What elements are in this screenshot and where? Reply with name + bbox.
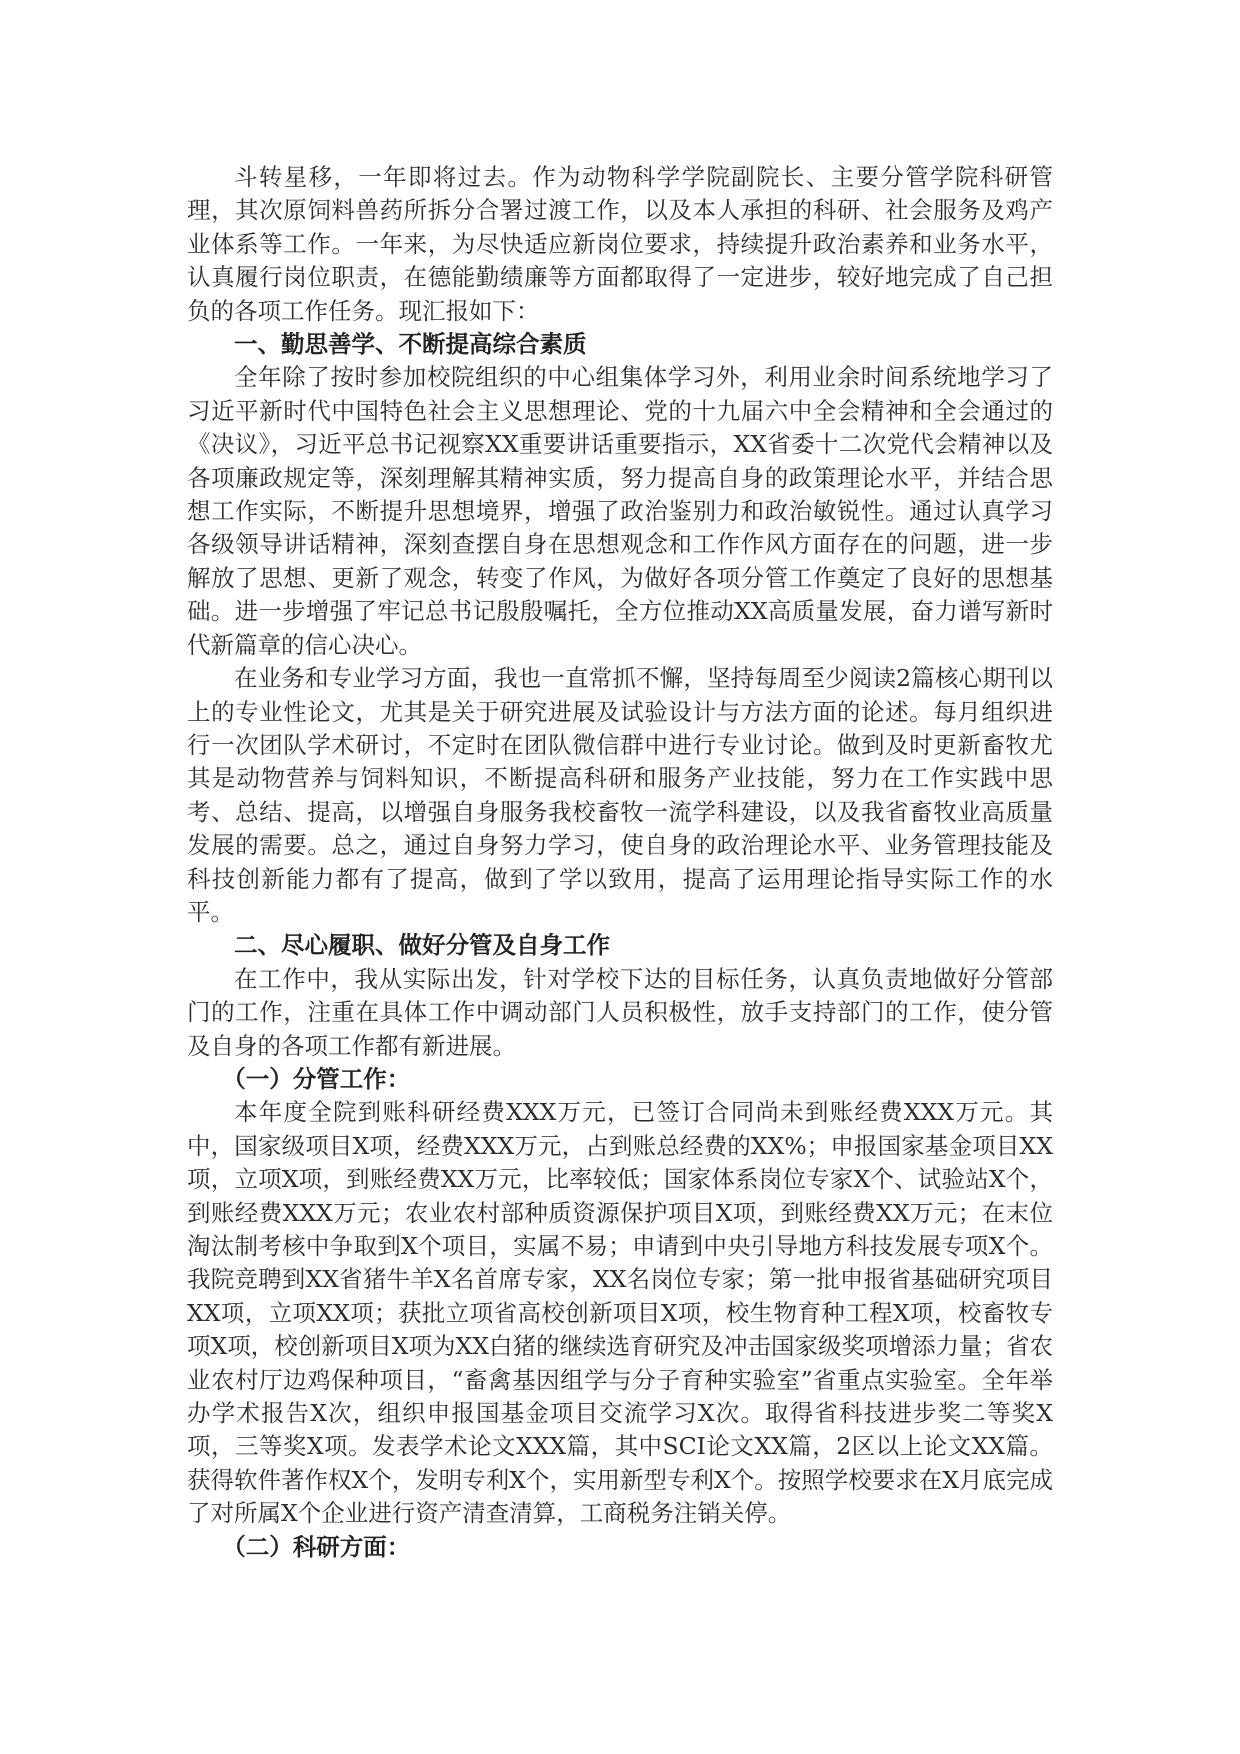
subsection-2-heading: （二）科研方面：	[222, 1532, 411, 1561]
section-1-heading: 一、勤思善学、不断提高综合素质	[234, 330, 587, 359]
section-1-paragraph-2: 在业务和专业学习方面，我也一直常抓不懈，坚持每周至少阅读2篇核心期刊以上的专业性论文，尤其是关于研究进展及试验设计与方法方面的论述。每月组织进行一次团队学术研讨，不定时在团队微信群中进行专业讨论。做到及时更新畜牧尤其是动物营养与饲料知识，不断提高科研和服务产业技能，努力在工作实践中思考、总结、提高，以增强自身服务我校畜牧一流学科建设，以及我省畜牧业高质量发展的需要。总之，通过自身努力学习，使自身的政治理论水平、业务管理技能及科技创新能力都有了提高，做到了学以致用，提高了运用理论指导实际工作的水平。	[187, 664, 1053, 926]
section-1-paragraph-1: 全年除了按时参加校院组织的中心组集体学习外，利用业余时间系统地学习了习近平新时代中国特色社会主义思想理论、党的十九届六中全会精神和全会通过的《决议》，习近平总书记视察XX重要讲话重要指示，XX省委十二次党代会精神以及各项廉政规定等，深刻理解其精神实质，努力提高自身的政策理论水平，并结合思想工作实际，不断提升思想境界，增强了政治鉴别力和政治敏锐性。通过认真学习各级领导讲话精神，深刻查摆自身在思想观念和工作作风方面存在的问题，进一步解放了思想、更新了观念，转变了作风，为做好各项分管工作奠定了良好的思想基础。进一步增强了牢记总书记殷殷嘱托，全方位推动XX高质量发展，奋力谱写新时代新篇章的信心决心。	[187, 363, 1053, 659]
document-page	[187, 161, 1053, 1564]
subsection-1-paragraph: 本年度全院到账科研经费XXX万元，已签订合同尚未到账经费XXX万元。其中，国家级项目X项，经费XXX万元，占到账总经费的XX%；申报国家基金项目XX项，立项X项，到账经费XX万元，比率较低；国家体系岗位专家X个、试验站X个，到账经费XXX万元；农业农村部种质资源保护项目X项，到账经费XX万元；在末位淘汰制考核中争取到X个项目，实属不易；申请到中央引导地方科技发展专项X个。我院竞聘到XX省猪牛羊X名首席专家，XX名岗位专家；第一批申报省基础研究项目XX项，立项XX项；获批立项省高校创新项目X项，校生物育种工程X项，校畜牧专项X项，校创新项目X项为XX白猪的继续选育研究及冲击国家级奖项增添力量；省农业农村厅边鸡保种项目，“畜禽基因组学与分子育种实验室”省重点实验室。全年举办学术报告X次，组织申报国基金项目交流学习X次。取得省科技进步奖二等奖X项，三等奖X项。发表学术论文XXX篇，其中SCI论文XX篇，2区以上论文XX篇。获得软件著作权X个，发明专利X个，实用新型专利X个。按照学校要求在X月底完成了对所属X个企业进行资产清查清算，工商税务注销关停。	[187, 1098, 1053, 1528]
intro-paragraph: 斗转星移，一年即将过去。作为动物科学学院副院长、主要分管学院科研管理，其次原饲料兽药所拆分合署过渡工作，以及本人承担的科研、社会服务及鸡产业体系等工作。一年来，为尽快适应新岗位要求，持续提升政治素养和业务水平，认真履行岗位职责，在德能勤绩廉等方面都取得了一定进步，较好地完成了自己担负的各项工作任务。现汇报如下：	[187, 163, 1053, 325]
section-2-heading: 二、尽心履职、做好分管及自身工作	[234, 931, 610, 960]
section-2-intro-paragraph: 在工作中，我从实际出发，针对学校下达的目标任务，认真负责地做好分管部门的工作，注重在具体工作中调动部门人员积极性，放手支持部门的工作，使分管及自身的各项工作都有新进展。	[187, 964, 1053, 1060]
subsection-1-heading: （一）分管工作：	[222, 1064, 411, 1093]
